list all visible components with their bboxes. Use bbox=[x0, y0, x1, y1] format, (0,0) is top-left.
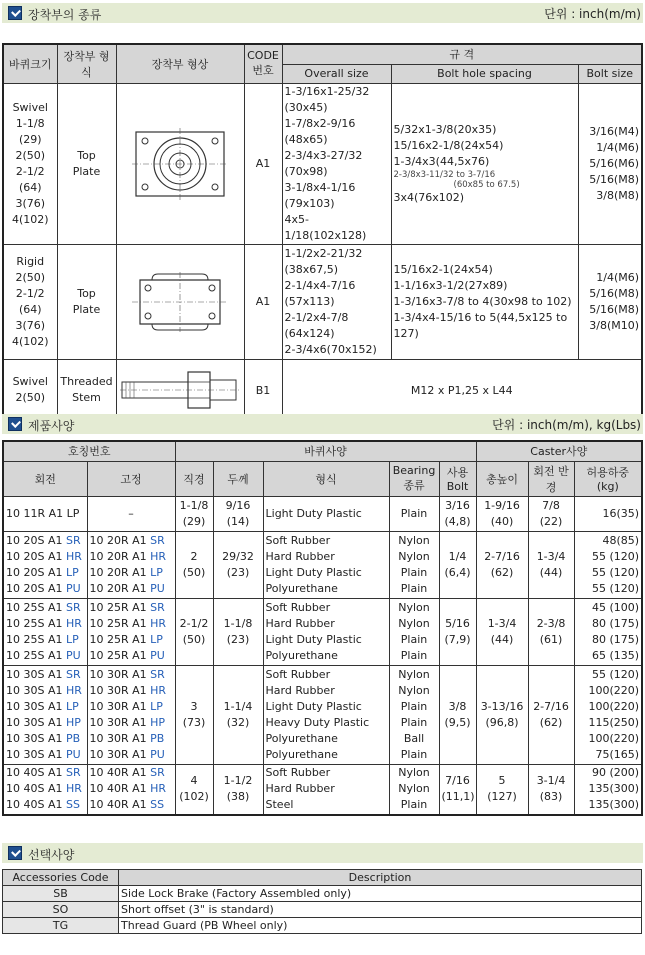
table-row bbox=[3, 531, 642, 598]
load-cell: 45 (100) 80 (175) 80 (175) 65 (135) bbox=[574, 598, 642, 665]
header-bolt-size: Bolt size bbox=[578, 64, 642, 83]
accessory-description: Short offset (3" is standard) bbox=[119, 902, 642, 918]
checkmark-icon bbox=[8, 6, 22, 20]
radius-cell: 3-1/4 (83) bbox=[528, 764, 574, 815]
bolt-hole-cell: 15/16x2-1(24x54) 1-1/16x3-1/2(27x89) 1-3/16x3-7/8 to 4(30x98 to 102) 1-3/4x4-15/16 to 5(44,5x125 to 127) bbox=[391, 244, 578, 359]
accessory-code: TG bbox=[3, 918, 119, 934]
bearing-cell: Nylon Nylon Plain bbox=[389, 764, 439, 815]
code-cell: A1 bbox=[244, 244, 282, 359]
dia-cell: 3 (73) bbox=[175, 665, 213, 764]
style-cell: Soft Rubber Hard Rubber Light Duty Plastic Polyurethane bbox=[263, 531, 389, 598]
style-cell: Light Duty Plastic bbox=[263, 496, 389, 531]
table-row bbox=[3, 598, 642, 665]
threaded-stem-drawing bbox=[116, 359, 244, 422]
bolt-cell: 1/4 (6,4) bbox=[439, 531, 476, 598]
table-row bbox=[3, 665, 642, 764]
load-cell: 90 (200) 135(300) 135(300) bbox=[574, 764, 642, 815]
wheel-size-cell: Swivel 2(50) bbox=[3, 359, 57, 422]
header-bolt: 사용 Bolt bbox=[439, 461, 476, 496]
section-title: 장착부의 종류 bbox=[28, 8, 102, 22]
mount-type-cell: Top Plate bbox=[57, 83, 116, 244]
width-cell: 1-1/4 (32) bbox=[213, 665, 263, 764]
header-radius: 회전 반경 bbox=[528, 461, 574, 496]
accessory-description: Side Lock Brake (Factory Assembled only) bbox=[119, 886, 642, 902]
swivel-part-no: 10 20S A1 SR 10 20S A1 HR 10 20S A1 LP 10 20S A1 PU bbox=[3, 531, 87, 598]
unit-label: 단위 : inch(m/m) bbox=[544, 7, 641, 21]
header-bearing: Bearing 종류 bbox=[389, 461, 439, 496]
section-title: 제품사양 bbox=[28, 419, 75, 433]
load-cell: 55 (120) 100(220) 100(220) 115(250) 100(220) 75(165) bbox=[574, 665, 642, 764]
section-bar-options bbox=[2, 843, 643, 863]
width-cell: 9/16 (14) bbox=[213, 496, 263, 531]
header-dia: 직경 bbox=[175, 461, 213, 496]
header-spec: 규 격 bbox=[282, 44, 642, 64]
bolt-hole-cell: 5/32x1-3/8(20x35) 15/16x2-1/8(24x54) 1-3/4x3(44,5x76) 2-3/8x3-11/32 to 3-7/16 (60x85 to 67.5) 3x4(76x102) bbox=[391, 83, 578, 244]
table-row bbox=[3, 83, 642, 244]
bearing-cell: Nylon Nylon Plain Plain bbox=[389, 598, 439, 665]
table-row bbox=[3, 886, 642, 902]
radius-cell: 7/8 (22) bbox=[528, 496, 574, 531]
wheel-size-cell: Rigid 2(50) 2-1/2 (64) 3(76) 4(102) bbox=[3, 244, 57, 359]
header-mount-shape: 장착부 형상 bbox=[116, 44, 244, 83]
header-part-no: 호칭번호 bbox=[3, 441, 175, 461]
fixed-part-no: 10 20R A1 SR 10 20R A1 HR 10 20R A1 LP 10 20R A1 PU bbox=[87, 531, 175, 598]
radius-cell: 2-3/8 (61) bbox=[528, 598, 574, 665]
header-fixed: 고정 bbox=[87, 461, 175, 496]
dia-cell: 1-1/8 (29) bbox=[175, 496, 213, 531]
load-cell: 48(85) 55 (120) 55 (120) 55 (120) bbox=[574, 531, 642, 598]
checkmark-icon bbox=[8, 417, 22, 431]
table-row bbox=[3, 244, 642, 359]
bearing-cell: Plain bbox=[389, 496, 439, 531]
bearing-cell: Nylon Nylon Plain Plain bbox=[389, 531, 439, 598]
radius-cell: 2-7/16 (62) bbox=[528, 665, 574, 764]
header-description: Description bbox=[119, 870, 642, 886]
wheel-size-cell: Swivel 1-1/8 (29) 2(50) 2-1/2 (64) 3(76) 4(102) bbox=[3, 83, 57, 244]
swivel-part-no: 10 30S A1 SR 10 30S A1 HR 10 30S A1 LP 10 30S A1 HP 10 30S A1 PB 10 30S A1 PU bbox=[3, 665, 87, 764]
bolt-size-cell: 3/16(M4) 1/4(M6) 5/16(M6) 5/16(M8) 3/8(M8) bbox=[578, 83, 642, 244]
height-cell: 1-3/4 (44) bbox=[476, 598, 528, 665]
width-cell: 29/32 (23) bbox=[213, 531, 263, 598]
header-wheel-size: 바퀴크기 bbox=[3, 44, 57, 83]
bolt-cell: 5/16 (7,9) bbox=[439, 598, 476, 665]
fixed-part-no: 10 25R A1 SR 10 25R A1 HR 10 25R A1 LP 10 25R A1 PU bbox=[87, 598, 175, 665]
swivel-part-no: 10 25S A1 SR 10 25S A1 HR 10 25S A1 LP 10 25S A1 PU bbox=[3, 598, 87, 665]
header-code: CODE 번호 bbox=[244, 44, 282, 83]
swivel-top-plate-drawing bbox=[116, 83, 244, 244]
accessory-code: SO bbox=[3, 902, 119, 918]
product-spec-table bbox=[2, 440, 643, 816]
table-row bbox=[3, 359, 642, 422]
checkmark-icon bbox=[8, 846, 22, 860]
header-wheel-spec: 바퀴사양 bbox=[175, 441, 476, 461]
overall-size-cell: 1-3/16x1-25/32 (30x45) 1-7/8x2-9/16 (48x65) 2-3/4x3-27/32 (70x98) 3-1/8x4-1/16 (79x103) 4x5-1/18(102x128) bbox=[282, 83, 391, 244]
fixed-part-no: 10 40R A1 SR 10 40R A1 HR 10 40R A1 SS bbox=[87, 764, 175, 815]
code-cell: B1 bbox=[244, 359, 282, 422]
mount-type-cell: Threaded Stem bbox=[57, 359, 116, 422]
radius-cell: 1-3/4 (44) bbox=[528, 531, 574, 598]
bolt-cell: 3/16 (4,8) bbox=[439, 496, 476, 531]
dia-cell: 2-1/2 (50) bbox=[175, 598, 213, 665]
header-accessories-code: Accessories Code bbox=[3, 870, 119, 886]
header-height: 총높이 bbox=[476, 461, 528, 496]
swivel-part-no: 10 11R A1 LP bbox=[3, 496, 87, 531]
mount-types-table bbox=[2, 43, 643, 423]
dia-cell: 4 (102) bbox=[175, 764, 213, 815]
table-row bbox=[3, 764, 642, 815]
header-caster-spec: Caster사양 bbox=[476, 441, 642, 461]
header-overall-size: Overall size bbox=[282, 64, 391, 83]
fixed-part-no: – bbox=[87, 496, 175, 531]
accessory-code: SB bbox=[3, 886, 119, 902]
header-load: 허용하중 (kg) bbox=[574, 461, 642, 496]
header-swivel: 회전 bbox=[3, 461, 87, 496]
height-cell: 3-13/16 (96,8) bbox=[476, 665, 528, 764]
width-cell: 1-1/2 (38) bbox=[213, 764, 263, 815]
accessory-description: Thread Guard (PB Wheel only) bbox=[119, 918, 642, 934]
style-cell: Soft Rubber Hard Rubber Steel bbox=[263, 764, 389, 815]
header-style: 형식 bbox=[263, 461, 389, 496]
section-title: 선택사양 bbox=[28, 848, 75, 862]
fixed-part-no: 10 30R A1 SR 10 30R A1 HR 10 30R A1 LP 10 30R A1 HP 10 30R A1 PB 10 30R A1 PU bbox=[87, 665, 175, 764]
overall-size-cell: 1-1/2x2-21/32 (38x67,5) 2-1/4x4-7/16 (57x113) 2-1/2x4-7/8 (64x124) 2-3/4x6(70x152) bbox=[282, 244, 391, 359]
bolt-cell: 3/8 (9,5) bbox=[439, 665, 476, 764]
bolt-cell: 7/16 (11,1) bbox=[439, 764, 476, 815]
code-cell: A1 bbox=[244, 83, 282, 244]
accessories-table bbox=[2, 869, 642, 934]
dia-cell: 2 (50) bbox=[175, 531, 213, 598]
spec-cell: M12 x P1,25 x L44 bbox=[282, 359, 642, 422]
load-cell: 16(35) bbox=[574, 496, 642, 531]
header-mount-type: 장착부 형식 bbox=[57, 44, 116, 83]
unit-label: 단위 : inch(m/m), kg(Lbs) bbox=[492, 418, 641, 432]
bearing-cell: Nylon Nylon Plain Plain Ball Plain bbox=[389, 665, 439, 764]
swivel-part-no: 10 40S A1 SR 10 40S A1 HR 10 40S A1 SS bbox=[3, 764, 87, 815]
table-row bbox=[3, 918, 642, 934]
rigid-top-plate-drawing bbox=[116, 244, 244, 359]
table-row bbox=[3, 496, 642, 531]
header-bolt-hole: Bolt hole spacing bbox=[391, 64, 578, 83]
style-cell: Soft Rubber Hard Rubber Light Duty Plastic Heavy Duty Plastic Polyurethane Polyurethane bbox=[263, 665, 389, 764]
bolt-size-cell: 1/4(M6) 5/16(M8) 5/16(M8) 3/8(M10) bbox=[578, 244, 642, 359]
mount-type-cell: Top Plate bbox=[57, 244, 116, 359]
header-width: 두께 bbox=[213, 461, 263, 496]
width-cell: 1-1/8 (23) bbox=[213, 598, 263, 665]
style-cell: Soft Rubber Hard Rubber Light Duty Plastic Polyurethane bbox=[263, 598, 389, 665]
height-cell: 2-7/16 (62) bbox=[476, 531, 528, 598]
table-row bbox=[3, 902, 642, 918]
height-cell: 5 (127) bbox=[476, 764, 528, 815]
height-cell: 1-9/16 (40) bbox=[476, 496, 528, 531]
